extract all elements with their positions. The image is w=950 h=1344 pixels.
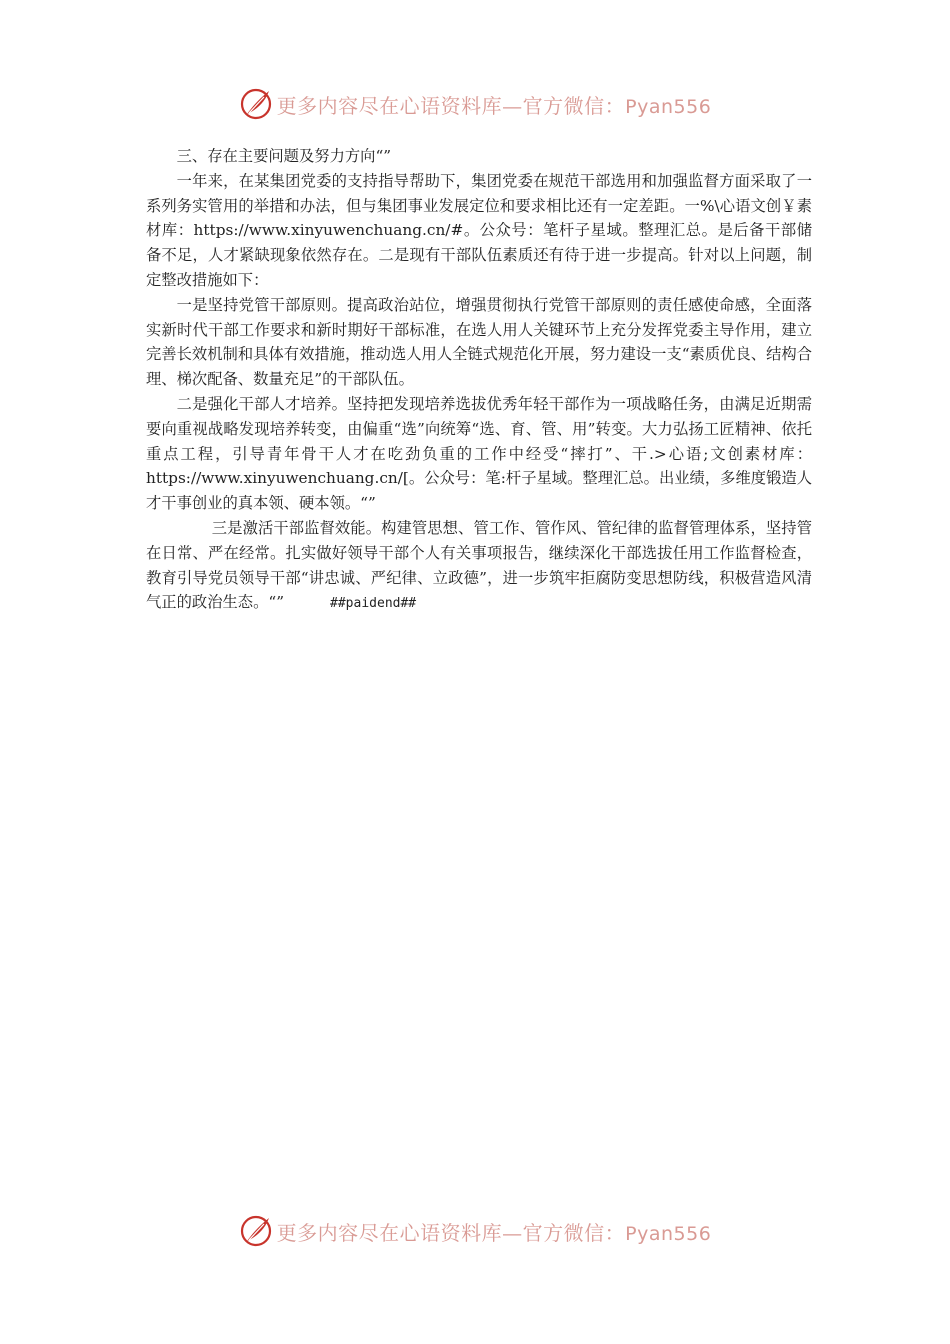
paragraph-3: 二是强化干部人才培养。坚持把发现培养选拔优秀年轻干部作为一项战略任务，由满足近期需要向重视战略发现培养转变，由偏重“选”向统筹“选、育、管、用”转变。大力弘扬工匠精神、依托重点工程，引导青年骨干人才在吃劲负重的工作中经受“摔打”、干.>心语;文创素材库：https://www.xinyuwenchuang.cn/[。公众号：笔:杆子星域。整理汇总。出业绩，多维度锻造人才干事创业的真本领、硬本领。“” xyxy=(146,394,812,513)
header-wechat-handle: Pyan556 xyxy=(625,95,712,118)
footer-banner xyxy=(0,1211,950,1251)
paid-end-marker: ##paidend## xyxy=(330,596,417,612)
section-heading: 三、存在主要问题及努力方向“” xyxy=(176,147,392,165)
quill-logo-icon xyxy=(239,1214,273,1248)
header-banner xyxy=(0,84,950,124)
paragraph-4 xyxy=(146,516,812,617)
paragraph-1: 一年来，在某集团党委的支持指导帮助下，集团党委在规范干部选用和加强监督方面采取了一系列务实管用的举措和办法，但与集团事业发展定位和要求相比还有一定差距。一%\心语文创￥素材库：https://www.xinyuwenchuang.cn/#。公众号：笔杆子星域。整理汇总。是后备干部储备不足，人才紧缺现象依然存在。二是现有干部队伍素质还有待于进一步提高。针对以上问题，制定整改措施如下： xyxy=(146,171,812,289)
quill-logo-icon xyxy=(239,87,273,121)
header-banner-text: 更多内容尽在心语资料库—官方微信：Pyan556 xyxy=(276,93,712,118)
document-body xyxy=(146,144,812,617)
footer-banner-text: 更多内容尽在心语资料库—官方微信：Pyan556 xyxy=(276,1220,712,1245)
paragraph-4-text: 三是激活干部监督效能。构建管思想、管工作、管作风、管纪律的监督管理体系，坚持管在日常、严在经常。扎实做好领导干部个人有关事项报告，继续深化干部选拔任用工作监督检查，教育引导党员领导干部“讲忠诚、严纪律、立政德”，进一步筑牢拒腐防变思想防线，积极营造风清气正的政治生态。“” xyxy=(146,518,812,612)
footer-wechat-handle: Pyan556 xyxy=(625,1222,712,1245)
paragraph-2: 一是坚持党管干部原则。提高政治站位，增强贯彻执行党管干部原则的责任感使命感，全面落实新时代干部工作要求和新时期好干部标准，在选人用人关键环节上充分发挥党委主导作用，建立完善长效机制和具体有效措施，推动选人用人全链式规范化开展，努力建设一支“素质优良、结构合理、梯次配备、数量充足”的干部队伍。 xyxy=(146,295,812,389)
